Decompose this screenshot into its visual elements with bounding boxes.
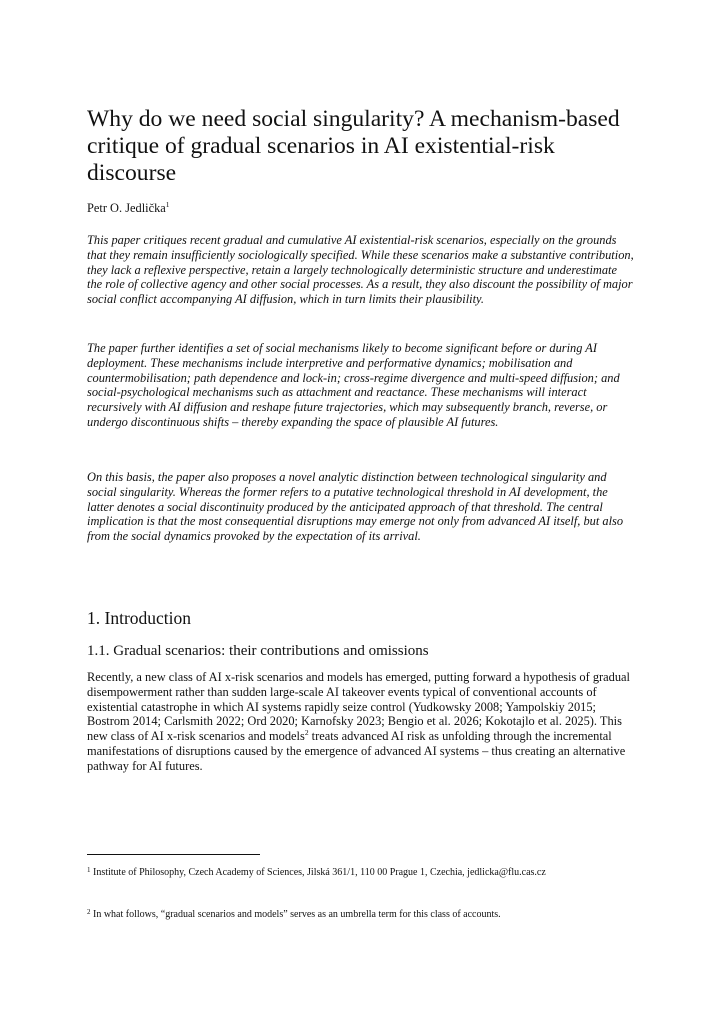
intro-paragraph — [87, 670, 635, 774]
footnote-1 — [87, 866, 635, 880]
abstract-paragraph-1: This paper critiques recent gradual and cumulative AI existential-risk scenarios, especially on the grounds that they remain insufficiently sociologically specified. While these scenarios make a substantive contribution, they lack a reflexive perspective, retain a largely technologically deterministic structure and underestimate the role of collective agency and other social processes. As a result, they also discount the possibility of major social conflict accompanying AI diffusion, which in turn limits their plausibility. — [87, 233, 634, 307]
section-heading: 1. Introduction — [87, 608, 192, 628]
footnote-divider — [87, 854, 260, 855]
intro-text-part-2: treats advanced AI risk as unfolding through the incremental manifestations of disruptions caused by the emergence of advanced AI systems – thus creating an alternative pathway for AI futures. — [87, 729, 626, 773]
footnote-2 — [87, 908, 635, 922]
abstract-paragraph-3: On this basis, the paper also proposes a novel analytic distinction between technological singularity and social singularity. Whereas the former refers to a putative technological threshold in AI development, the latter denotes a social discontinuity produced by the anticipated approach of that threshold. The central implication is that the most consequential disruptions may emerge not only from advanced AI itself, but also from the social dynamics provoked by the expectation of its arrival. — [87, 470, 624, 544]
author-footnote-mark: 1 — [165, 200, 170, 209]
author-line — [87, 201, 635, 216]
footnote-1-text: Institute of Philosophy, Czech Academy of Sciences, Jilská 361/1, 110 00 Prague 1, Czechia, jedlicka@flu.cas.cz — [90, 867, 546, 878]
paper-title: Why do we need social singularity? A mechanism-based critique of gradual scenarios in AI existential-risk discourse — [87, 106, 620, 186]
subsection-heading: 1.1. Gradual scenarios: their contributions and omissions — [87, 643, 429, 659]
intro-text-part-1: Recently, a new class of AI x-risk scenarios and models has emerged, putting forward a hypothesis of gradual disempowerment rather than sudden large-scale AI takeover events typical of conventional accounts of existential catastrophe in which AI systems rapidly seize control (Yudkowsky 2008; Yampolskiy 2015; Bostrom 2014; Carlsmith 2022; Ord 2020; Karnofsky 2023; Bengio et al. 2026; Kokotajlo et al. 2025). This new class of AI x-risk scenarios and models — [87, 670, 630, 744]
footnote-2-text: In what follows, “gradual scenarios and models” serves as an umbrella term for this class of accounts. — [90, 909, 501, 920]
footnote-ref-2: 2 — [304, 728, 309, 738]
author-name: Petr O. Jedlička — [87, 201, 166, 215]
footnote-2-mark: 2 — [87, 908, 91, 916]
footnote-1-mark: 1 — [87, 866, 91, 874]
abstract-paragraph-2: The paper further identifies a set of social mechanisms likely to become significant before or during AI deployment. These mechanisms include interpretive and performative dynamics; mobilisation and countermobilisation; path dependence and lock-in; cross-regime divergence and multi-speed diffusion; and social-psychological mechanisms such as attachment and reactance. These mechanisms will interact recursively with AI diffusion and reshape future trajectories, which may subsequently branch, reverse, or undergo discontinuous shifts – thereby expanding the space of plausible AI futures. — [87, 341, 620, 429]
